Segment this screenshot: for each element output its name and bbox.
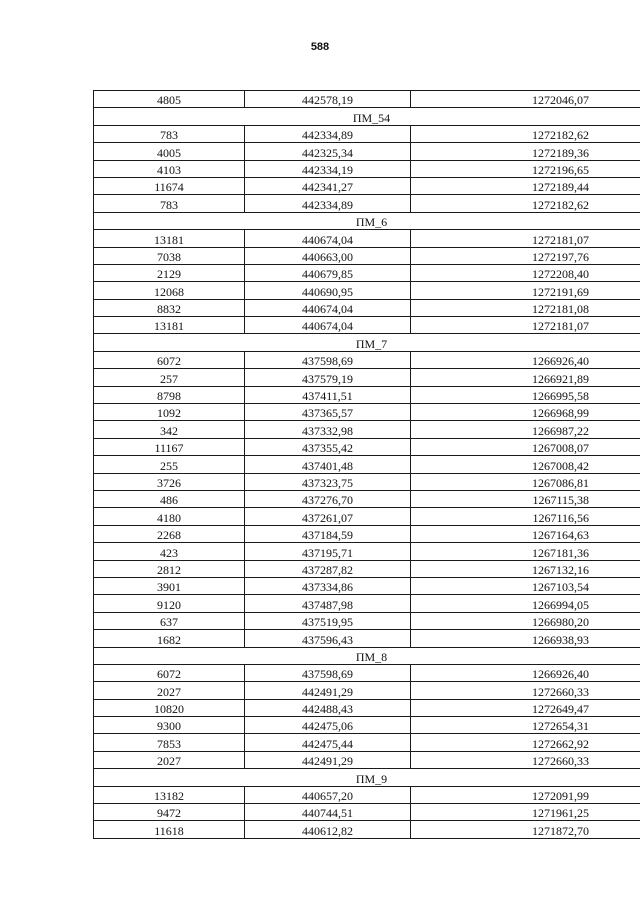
point-number-cell: 2027	[94, 682, 245, 699]
y-coordinate-cell: 1272208,40	[411, 264, 640, 281]
y-coordinate-cell: 1271961,25	[411, 804, 640, 821]
section-title: ПМ_6	[94, 212, 640, 229]
section-title: ПМ_54	[94, 108, 640, 125]
y-coordinate-cell: 1267103,54	[411, 577, 640, 594]
y-coordinate-cell: 1272046,07	[411, 91, 640, 108]
x-coordinate-cell: 440663,00	[245, 247, 411, 264]
y-coordinate-cell: 1266921,89	[411, 369, 640, 386]
point-number-cell: 8832	[94, 299, 245, 316]
y-coordinate-cell: 1266994,05	[411, 595, 640, 612]
y-coordinate-cell: 1272181,07	[411, 317, 640, 334]
y-coordinate-cell: 1272191,69	[411, 282, 640, 299]
y-coordinate-cell: 1266938,93	[411, 630, 640, 647]
x-coordinate-cell: 442341,27	[245, 177, 411, 194]
y-coordinate-cell: 1266987,22	[411, 421, 640, 438]
table-row	[94, 699, 640, 716]
x-coordinate-cell: 437355,42	[245, 438, 411, 455]
point-number-cell: 6072	[94, 351, 245, 368]
point-number-cell: 13181	[94, 317, 245, 334]
y-coordinate-cell: 1272181,07	[411, 230, 640, 247]
table-row	[94, 473, 640, 490]
y-coordinate-cell: 1266926,40	[411, 351, 640, 368]
x-coordinate-cell: 440690,95	[245, 282, 411, 299]
x-coordinate-cell: 437598,69	[245, 351, 411, 368]
point-number-cell: 13182	[94, 786, 245, 803]
x-coordinate-cell: 437195,71	[245, 543, 411, 560]
table-row	[94, 751, 640, 768]
point-number-cell: 783	[94, 195, 245, 212]
x-coordinate-cell: 442334,19	[245, 160, 411, 177]
x-coordinate-cell: 442325,34	[245, 143, 411, 160]
y-coordinate-cell: 1272182,62	[411, 195, 640, 212]
y-coordinate-cell: 1272091,99	[411, 786, 640, 803]
x-coordinate-cell: 440674,04	[245, 317, 411, 334]
point-number-cell: 4103	[94, 160, 245, 177]
table-row	[94, 560, 640, 577]
table-row	[94, 734, 640, 751]
point-number-cell: 783	[94, 125, 245, 142]
y-coordinate-cell: 1267008,07	[411, 438, 640, 455]
y-coordinate-cell: 1272182,62	[411, 125, 640, 142]
x-coordinate-cell: 437332,98	[245, 421, 411, 438]
y-coordinate-cell: 1267008,42	[411, 456, 640, 473]
point-number-cell: 637	[94, 612, 245, 629]
point-number-cell: 342	[94, 421, 245, 438]
table-row	[94, 195, 640, 212]
y-coordinate-cell: 1272196,65	[411, 160, 640, 177]
table-row	[94, 264, 640, 281]
point-number-cell: 2812	[94, 560, 245, 577]
point-number-cell: 4805	[94, 91, 245, 108]
table-row	[94, 682, 640, 699]
table-row	[94, 386, 640, 403]
point-number-cell: 9120	[94, 595, 245, 612]
x-coordinate-cell: 442491,29	[245, 682, 411, 699]
point-number-cell: 11167	[94, 438, 245, 455]
x-coordinate-cell: 437334,86	[245, 577, 411, 594]
point-number-cell: 10820	[94, 699, 245, 716]
point-number-cell: 8798	[94, 386, 245, 403]
table-row	[94, 317, 640, 334]
point-number-cell: 1092	[94, 404, 245, 421]
y-coordinate-cell: 1267164,63	[411, 525, 640, 542]
section-header-row	[94, 647, 640, 664]
point-number-cell: 9472	[94, 804, 245, 821]
point-number-cell: 7853	[94, 734, 245, 751]
point-number-cell: 3901	[94, 577, 245, 594]
section-header-row	[94, 212, 640, 229]
section-header-row	[94, 108, 640, 125]
point-number-cell: 12068	[94, 282, 245, 299]
table-row	[94, 282, 640, 299]
x-coordinate-cell: 437261,07	[245, 508, 411, 525]
section-header-row	[94, 334, 640, 351]
point-number-cell: 3726	[94, 473, 245, 490]
y-coordinate-cell: 1272662,92	[411, 734, 640, 751]
table-row	[94, 91, 640, 108]
table-row	[94, 247, 640, 264]
point-number-cell: 11618	[94, 821, 245, 838]
y-coordinate-cell: 1272654,31	[411, 717, 640, 734]
point-number-cell: 486	[94, 490, 245, 507]
point-number-cell: 2129	[94, 264, 245, 281]
x-coordinate-cell: 440679,85	[245, 264, 411, 281]
x-coordinate-cell: 442334,89	[245, 125, 411, 142]
x-coordinate-cell: 440657,20	[245, 786, 411, 803]
x-coordinate-cell: 437276,70	[245, 490, 411, 507]
point-number-cell: 6072	[94, 664, 245, 681]
x-coordinate-cell: 437579,19	[245, 369, 411, 386]
point-number-cell: 4180	[94, 508, 245, 525]
x-coordinate-cell: 442578,19	[245, 91, 411, 108]
x-coordinate-cell: 440744,51	[245, 804, 411, 821]
x-coordinate-cell: 437323,75	[245, 473, 411, 490]
table-row	[94, 630, 640, 647]
y-coordinate-cell: 1272189,44	[411, 177, 640, 194]
table-row	[94, 612, 640, 629]
table-row	[94, 230, 640, 247]
y-coordinate-cell: 1266968,99	[411, 404, 640, 421]
table-row	[94, 577, 640, 594]
y-coordinate-cell: 1267132,16	[411, 560, 640, 577]
table-row	[94, 299, 640, 316]
y-coordinate-cell: 1272660,33	[411, 682, 640, 699]
point-number-cell: 9300	[94, 717, 245, 734]
table-row	[94, 160, 640, 177]
point-number-cell: 11674	[94, 177, 245, 194]
table-row	[94, 177, 640, 194]
y-coordinate-cell: 1267181,36	[411, 543, 640, 560]
table-row	[94, 143, 640, 160]
table-row	[94, 525, 640, 542]
table-row	[94, 351, 640, 368]
x-coordinate-cell: 442488,43	[245, 699, 411, 716]
x-coordinate-cell: 440674,04	[245, 230, 411, 247]
table-row	[94, 490, 640, 507]
table-row	[94, 369, 640, 386]
x-coordinate-cell: 437596,43	[245, 630, 411, 647]
y-coordinate-cell: 1272649,47	[411, 699, 640, 716]
y-coordinate-cell: 1272189,36	[411, 143, 640, 160]
table-row	[94, 125, 640, 142]
x-coordinate-cell: 442491,29	[245, 751, 411, 768]
point-number-cell: 423	[94, 543, 245, 560]
y-coordinate-cell: 1267116,56	[411, 508, 640, 525]
section-title: ПМ_9	[94, 769, 640, 786]
x-coordinate-cell: 437598,69	[245, 664, 411, 681]
table-row	[94, 595, 640, 612]
section-header-row	[94, 769, 640, 786]
page-number: 588	[310, 41, 330, 53]
point-number-cell: 4005	[94, 143, 245, 160]
y-coordinate-cell: 1266995,58	[411, 386, 640, 403]
x-coordinate-cell: 442475,44	[245, 734, 411, 751]
table-row	[94, 438, 640, 455]
x-coordinate-cell: 440612,82	[245, 821, 411, 838]
x-coordinate-cell: 442334,89	[245, 195, 411, 212]
x-coordinate-cell: 437519,95	[245, 612, 411, 629]
y-coordinate-cell: 1266926,40	[411, 664, 640, 681]
y-coordinate-cell: 1272660,33	[411, 751, 640, 768]
y-coordinate-cell: 1271872,70	[411, 821, 640, 838]
table-row	[94, 804, 640, 821]
point-number-cell: 2268	[94, 525, 245, 542]
x-coordinate-cell: 440674,04	[245, 299, 411, 316]
y-coordinate-cell: 1266980,20	[411, 612, 640, 629]
point-number-cell: 1682	[94, 630, 245, 647]
section-title: ПМ_8	[94, 647, 640, 664]
x-coordinate-cell: 437487,98	[245, 595, 411, 612]
table-row	[94, 543, 640, 560]
y-coordinate-cell: 1267115,38	[411, 490, 640, 507]
x-coordinate-cell: 437365,57	[245, 404, 411, 421]
table-row	[94, 664, 640, 681]
table-row	[94, 456, 640, 473]
x-coordinate-cell: 437411,51	[245, 386, 411, 403]
x-coordinate-cell: 437287,82	[245, 560, 411, 577]
table-row	[94, 821, 640, 838]
table-row	[94, 786, 640, 803]
x-coordinate-cell: 437184,59	[245, 525, 411, 542]
y-coordinate-cell: 1272181,08	[411, 299, 640, 316]
y-coordinate-cell: 1267086,81	[411, 473, 640, 490]
table-row	[94, 717, 640, 734]
point-number-cell: 2027	[94, 751, 245, 768]
section-title: ПМ_7	[94, 334, 640, 351]
point-number-cell: 255	[94, 456, 245, 473]
table-row	[94, 421, 640, 438]
point-number-cell: 257	[94, 369, 245, 386]
point-number-cell: 13181	[94, 230, 245, 247]
table-row	[94, 404, 640, 421]
point-number-cell: 7038	[94, 247, 245, 264]
x-coordinate-cell: 442475,06	[245, 717, 411, 734]
coordinates-table-body	[94, 91, 640, 839]
x-coordinate-cell: 437401,48	[245, 456, 411, 473]
y-coordinate-cell: 1272197,76	[411, 247, 640, 264]
coordinates-table	[93, 90, 640, 839]
table-row	[94, 508, 640, 525]
